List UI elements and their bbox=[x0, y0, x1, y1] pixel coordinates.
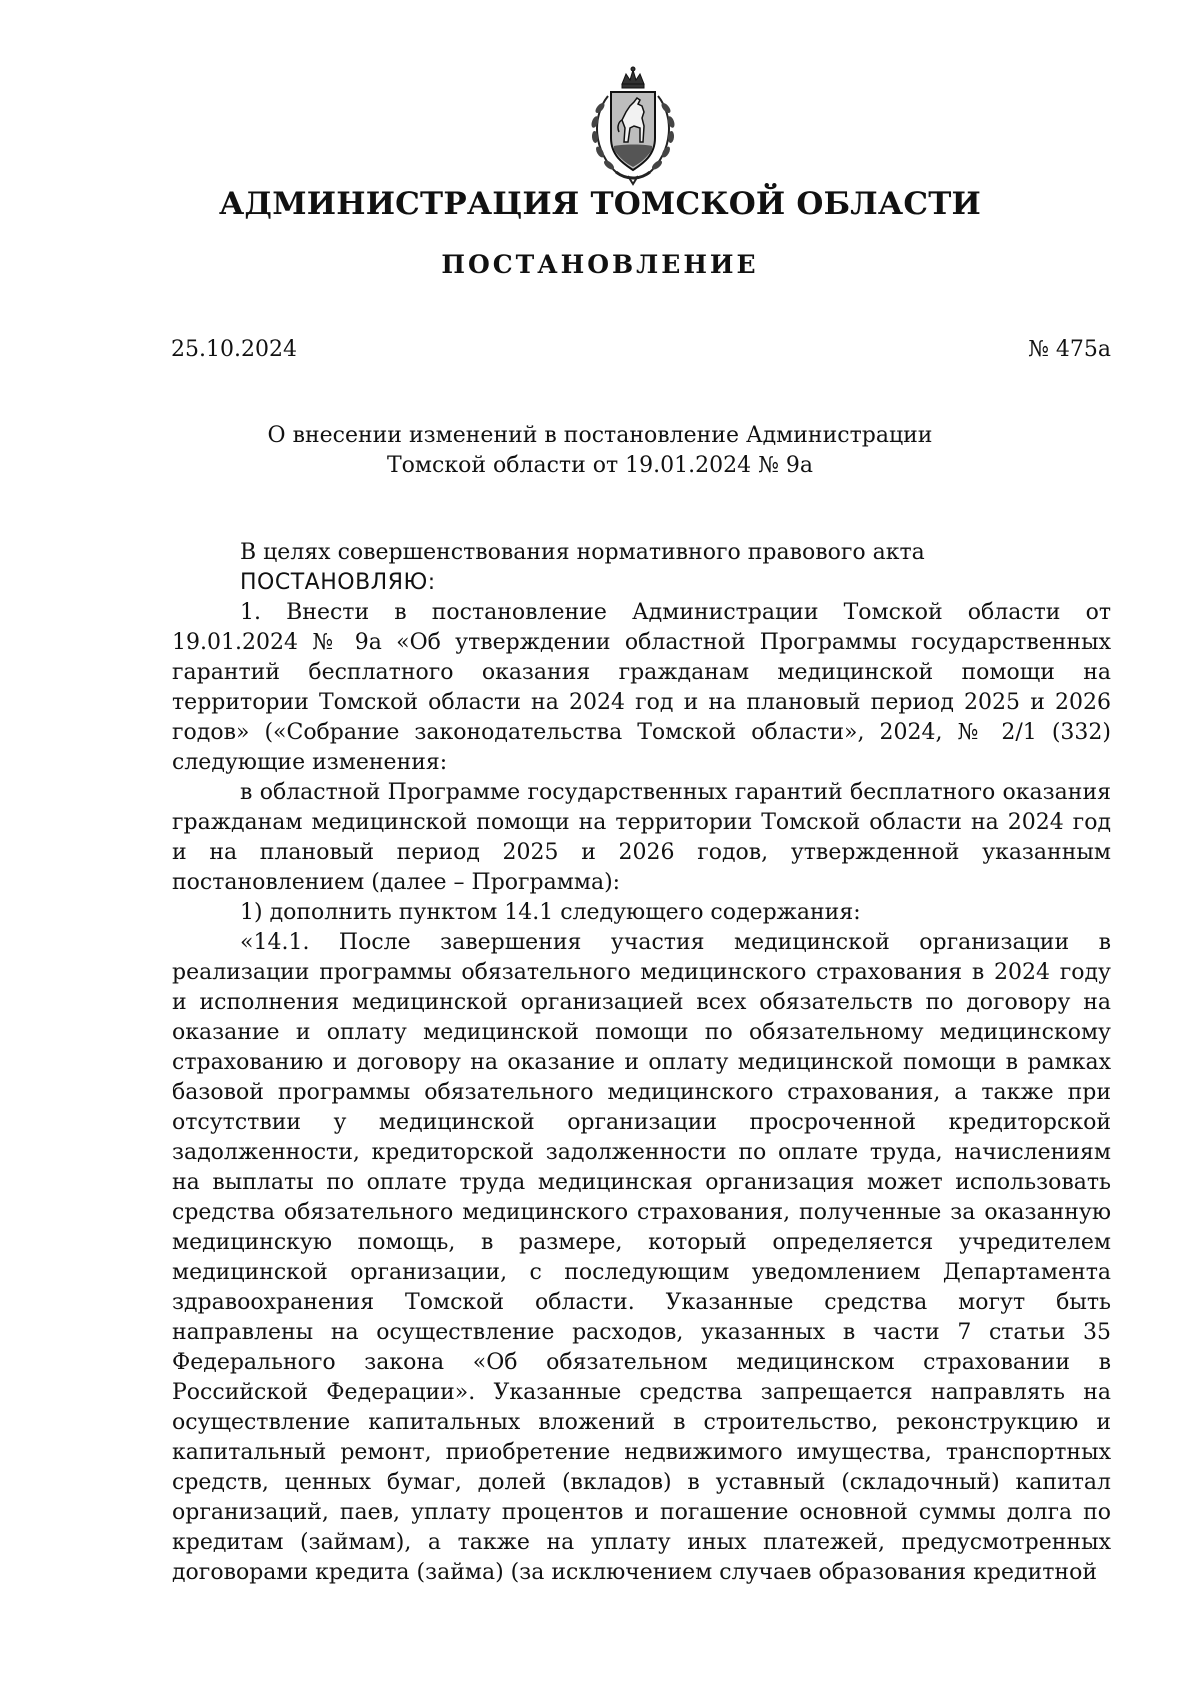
subject-line: Томской области от 19.01.2024 № 9а bbox=[386, 453, 814, 478]
subject-line: О внесении изменений в постановление Администрации bbox=[267, 423, 933, 448]
subitem-1-paragraph: 1) дополнить пунктом 14.1 следующего содержания: bbox=[240, 900, 861, 925]
document-date: 25.10.2024 bbox=[171, 337, 297, 362]
program-paragraph: в областной Программе государственных гарантий бесплатного оказания гражданам медицинской помощи на территории Томской области на 2024 год и на плановый период 2025 и 2026 годов, утвержденной указанным постановлением (далее – Программа): bbox=[172, 780, 1111, 895]
document-body bbox=[172, 538, 1111, 1588]
item-1-paragraph: 1. Внести в постановление Администрации Томской области от 19.01.2024 № 9а «Об утверждении областной Программы государственных гарантий бесплатного оказания гражданам медицинской помощи на территории Томской области на 2024 год и на плановый период 2025 и 2026 годов» («Собрание законодательства Томской области», 2024, № 2/1 (332) следующие изменения: bbox=[172, 600, 1111, 775]
purpose-paragraph: В целях совершенствования нормативного правового акта bbox=[240, 540, 925, 565]
document-type: ПОСТАНОВЛЕНИЕ bbox=[441, 250, 759, 279]
organization-title: АДМИНИСТРАЦИЯ ТОМСКОЙ ОБЛАСТИ bbox=[218, 186, 981, 222]
clause-14-1-paragraph: «14.1. После завершения участия медицинской организации в реализации программы обязательного медицинского страхования в 2024 году и исполнения медицинской организацией всех обязательств по договору на оказание и оплату медицинской помощи по обязательному медицинскому страхованию и договору на оказание и оплату медицинской помощи в рамках базовой программы обязательного медицинского страхования, а также при отсутствии у медицинской организации просроченной кредиторской задолженности, кредиторской задолженности по оплате труда, начислениям на выплаты по оплате труда медицинская организация может использовать средства обязательного медицинского страхования, полученные за оказанную медицинскую помощь, в размере, который определяется учредителем медицинской организации, с последующим уведомлением Департамента здравоохранения Томской области. Указанные средства могут быть направлены на осуществление расходов, указанных в части 7 статьи 35 Федерального закона «Об обязательном медицинском страховании в Российской Федерации». Указанные средства запрещается направлять на осуществление капитальных вложений в строительство, реконструкцию и капитальный ремонт, приобретение недвижимого имущества, транспортных средств, ценных бумаг, долей (вкладов) в уставный (складочный) капитал организаций, паев, уплату процентов и погашение основной суммы долга по кредитам (займам), а также на уплату иных платежей, предусмотренных договорами кредита (займа) (за исключением случаев образования кредитной bbox=[172, 930, 1111, 1585]
decree-word: ПОСТАНОВЛЯЮ: bbox=[240, 570, 436, 595]
tomsk-region-coat-of-arms-icon bbox=[578, 66, 688, 186]
document-number: № 475а bbox=[1028, 337, 1111, 362]
document-subject bbox=[0, 421, 1200, 481]
